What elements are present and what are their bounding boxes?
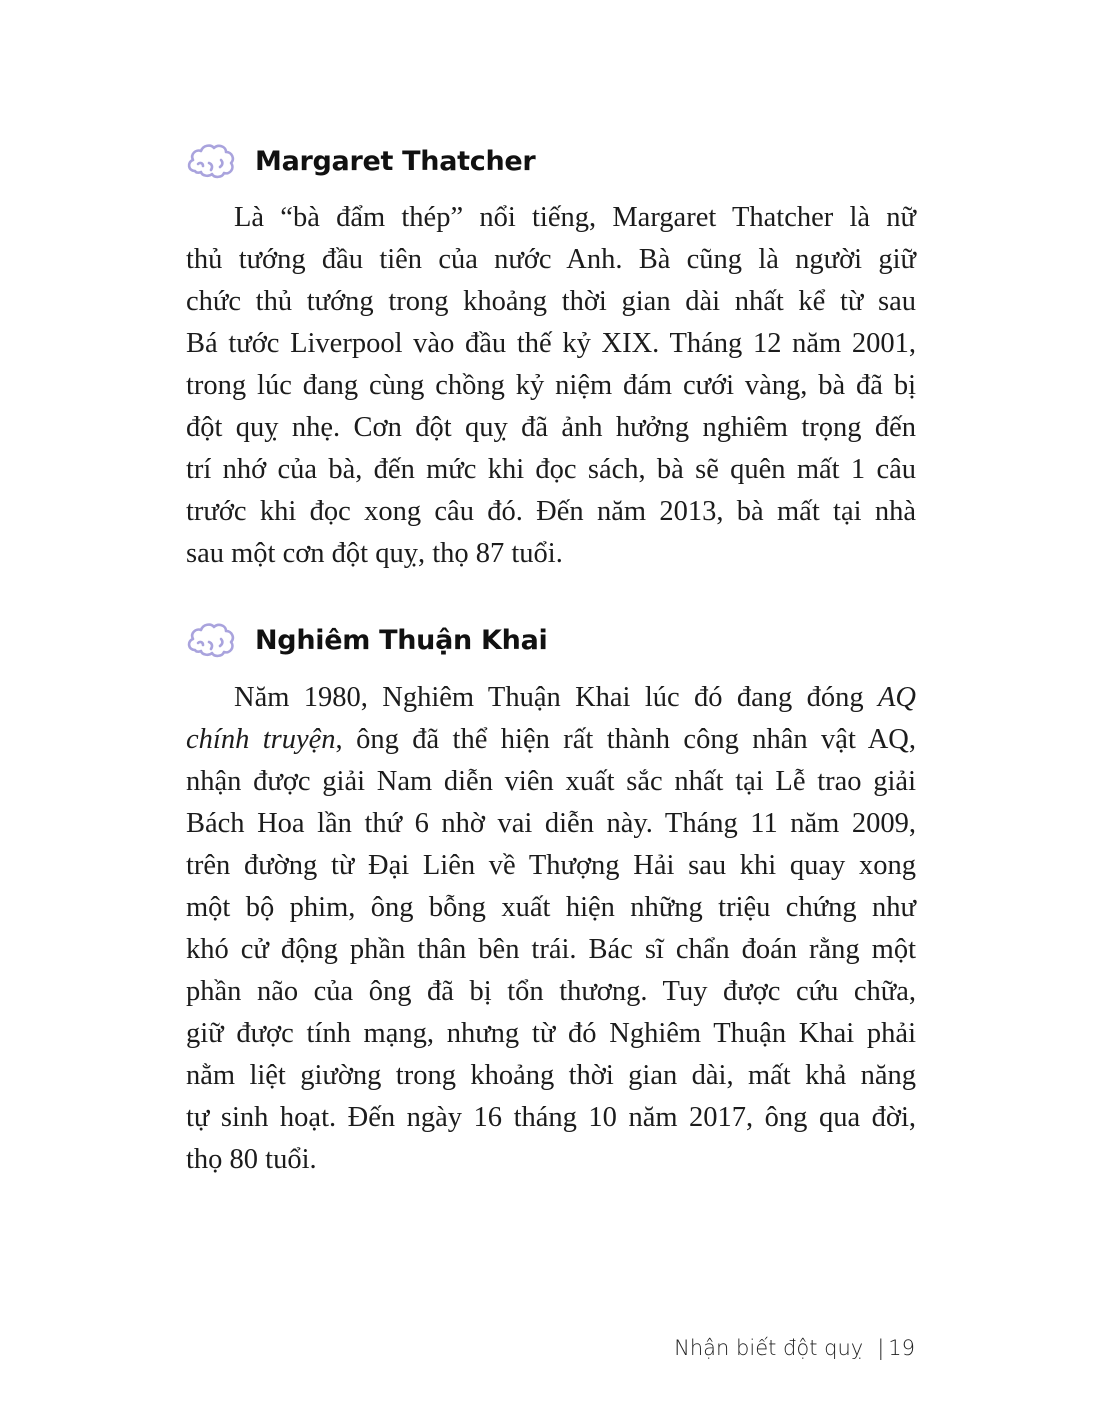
footer-separator: | [877, 1336, 885, 1360]
page-footer [674, 1336, 915, 1360]
text-run: , ông đã thể hiện rất thành công nhân vật AQ, [335, 724, 916, 755]
brain-cloud-icon [185, 620, 237, 660]
text-line: khó cử động phần thân bên trái. Bác sĩ chẩn đoán rằng một [186, 934, 916, 965]
text-line: trong lúc đang cùng chồng kỷ niệm đám cưới vàng, bà đã bị [186, 370, 916, 401]
brain-cloud-icon [185, 141, 237, 181]
text-line: một bộ phim, ông bỗng xuất hiện những triệu chứng như [186, 892, 916, 923]
italic-title-run: chính truyện [186, 724, 336, 755]
text-line: giữ được tính mạng, nhưng từ đó Nghiêm Thuận Khai phải [186, 1018, 916, 1049]
section-body-nghiem-thuan-khai [186, 677, 916, 1181]
text-line: trí nhớ của bà, đến mức khi đọc sách, bà sẽ quên mất 1 câu [186, 454, 916, 485]
section-title: Margaret Thatcher [255, 145, 536, 177]
text-line: nằm liệt giường trong khoảng thời gian dài, mất khả năng [186, 1060, 916, 1091]
text-line: chức thủ tướng trong khoảng thời gian dài nhất kể từ sau [186, 286, 916, 317]
page-number: 19 [888, 1336, 915, 1360]
text-line: trên đường từ Đại Liên về Thượng Hải sau khi quay xong [186, 850, 916, 881]
text-line: đột quỵ nhẹ. Cơn đột quỵ đã ảnh hưởng nghiêm trọng đến [186, 412, 916, 443]
section-body-margaret-thatcher [186, 197, 916, 575]
italic-title-run: AQ [878, 682, 916, 713]
text-line: Bá tước Liverpool vào đầu thế kỷ XIX. Tháng 12 năm 2001, [186, 328, 916, 359]
section-heading-nghiem-thuan-khai [185, 618, 547, 662]
section-title: Nghiêm Thuận Khai [255, 624, 548, 656]
text-line: thọ 80 tuổi. [186, 1144, 317, 1175]
text-line: tự sinh hoạt. Đến ngày 16 tháng 10 năm 2017, ông qua đời, [186, 1102, 916, 1133]
text-run: Năm 1980, Nghiêm Thuận Khai lúc đó đang đóng [234, 682, 878, 713]
text-line: thủ tướng đầu tiên của nước Anh. Bà cũng là người giữ [186, 244, 916, 275]
text-line: Bách Hoa lần thứ 6 nhờ vai diễn này. Tháng 11 năm 2009, [186, 808, 916, 839]
text-line: trước khi đọc xong câu đó. Đến năm 2013, bà mất tại nhà [186, 496, 916, 527]
running-title: Nhận biết đột quỵ [674, 1336, 864, 1360]
text-line: nhận được giải Nam diễn viên xuất sắc nhất tại Lễ trao giải [186, 766, 916, 797]
text-line: phần não của ông đã bị tổn thương. Tuy được cứu chữa, [186, 976, 916, 1007]
text-line: Là “bà đẩm thép” nổi tiếng, Margaret Thatcher là nữ [234, 202, 916, 233]
text-line [186, 677, 916, 719]
text-line [186, 719, 916, 761]
text-line: sau một cơn đột quỵ, thọ 87 tuổi. [186, 538, 563, 569]
section-heading-margaret-thatcher [185, 139, 535, 183]
